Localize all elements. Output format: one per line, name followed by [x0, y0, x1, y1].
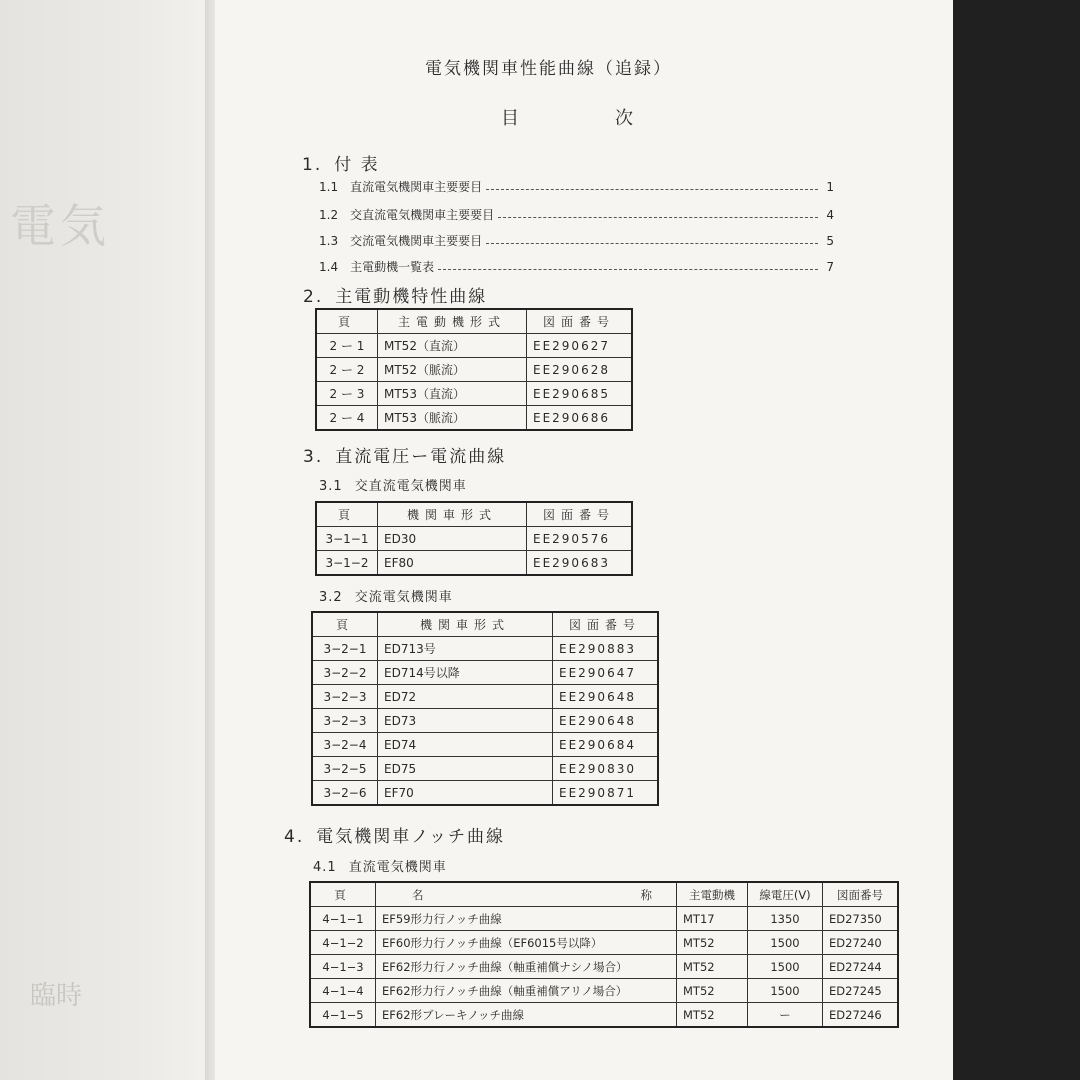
table-row: 4−1−1 EF59形力行ノッチ曲線 MT17 1350 ED27350	[310, 907, 898, 931]
table-row: 3−2−3 ED73 EE290648	[312, 709, 658, 733]
table-row: 3−2−6 EF70 EE290871	[312, 781, 658, 806]
section-2-heading: 2. 主電動機特性曲線	[303, 287, 488, 307]
document-page	[215, 0, 953, 1080]
section-4-heading: 4. 電気機関車ノッチ曲線	[284, 827, 506, 847]
contents-heading: 目 次	[501, 108, 633, 129]
section-3-1-heading: 3.1 交直流電気機関車	[319, 479, 467, 494]
left-page-ghost-text-small: 臨時	[30, 981, 83, 1011]
table-row: 2 ー 2 MT52（脈流） EE290628	[316, 358, 632, 382]
table-row: 3−2−1 ED713号 EE290883	[312, 637, 658, 661]
table-row: 4−1−3 EF62形力行ノッチ曲線（軸重補償ナシノ場合） MT52 1500 ED27244	[310, 955, 898, 979]
table-row: 3−2−3 ED72 EE290648	[312, 685, 658, 709]
ac-locomotive-table: 頁 機関車形式 図面番号 3−2−1 ED713号 EE290883 3−2−2 ED714号以降 EE290647 3−2−3 ED72 EE290648 3−2−3 ED73 EE290648 3−2−4 ED74 EE290684 3−2−5 ED75 EE290830 3−2−6 EF70 EE290871	[311, 611, 659, 806]
background-surface	[953, 0, 1080, 1080]
left-page	[0, 0, 212, 1080]
section-1-heading: 1. 付 表	[302, 155, 380, 175]
table-row: 3−1−1 ED30 EE290576	[316, 527, 632, 551]
table-row: 3−2−5 ED75 EE290830	[312, 757, 658, 781]
left-page-ghost-text: 電気	[10, 199, 110, 253]
table-row: 3−2−2 ED714号以降 EE290647	[312, 661, 658, 685]
toc-entry: 1.1 直流電気機関車主要要目 1	[319, 179, 834, 194]
toc-entry: 1.4 主電動機一覧表 7	[319, 259, 834, 274]
section-4-1-heading: 4.1 直流電気機関車	[313, 860, 447, 875]
toc-entry: 1.3 交流電気機関車主要要目 5	[319, 233, 834, 248]
table-row: 2 ー 3 MT53（直流） EE290685	[316, 382, 632, 406]
table-row: 3−1−2 EF80 EE290683	[316, 551, 632, 576]
table-row: 4−1−4 EF62形力行ノッチ曲線（軸重補償アリノ場合） MT52 1500 ED27245	[310, 979, 898, 1003]
table-row: 2 ー 1 MT52（直流） EE290627	[316, 334, 632, 358]
motor-curve-table: 頁 主電動機形式 図面番号 2 ー 1 MT52（直流） EE290627 2 ー 2 MT52（脈流） EE290628 2 ー 3 MT53（直流） EE290685 2 ー 4 MT53（脈流） EE290686	[315, 308, 633, 431]
table-row: 3−2−4 ED74 EE290684	[312, 733, 658, 757]
section-3-2-heading: 3.2 交流電気機関車	[319, 590, 453, 605]
notch-curve-table: 頁 名 称 主電動機 線電圧(V) 図面番号 4−1−1 EF59形力行ノッチ曲線 MT17 1350 ED27350 4−1−2 EF60形力行ノッチ曲線（EF6015号以降） MT52 1500 ED27240 4−1−3 EF62形力行ノッチ曲線（軸重補償ナシノ場合） MT52 1500 ED27244 4−1−4 EF62形力行ノッチ曲線（軸重補償アリノ場合） MT52 1500 ED27245 4−1−5 EF62形ブレーキノッチ曲線 MT52 ー ED27246	[309, 881, 899, 1028]
toc-entry: 1.2 交直流電気機関車主要要目 4	[319, 207, 834, 222]
table-row: 4−1−2 EF60形力行ノッチ曲線（EF6015号以降） MT52 1500 ED27240	[310, 931, 898, 955]
document-title: 電気機関車性能曲線（追録）	[425, 59, 672, 79]
section-3-heading: 3. 直流電圧ー電流曲線	[303, 447, 507, 467]
table-row: 4−1−5 EF62形ブレーキノッチ曲線 MT52 ー ED27246	[310, 1003, 898, 1028]
table-row: 2 ー 4 MT53（脈流） EE290686	[316, 406, 632, 431]
dc-ac-locomotive-table: 頁 機関車形式 図面番号 3−1−1 ED30 EE290576 3−1−2 EF80 EE290683	[315, 501, 633, 576]
